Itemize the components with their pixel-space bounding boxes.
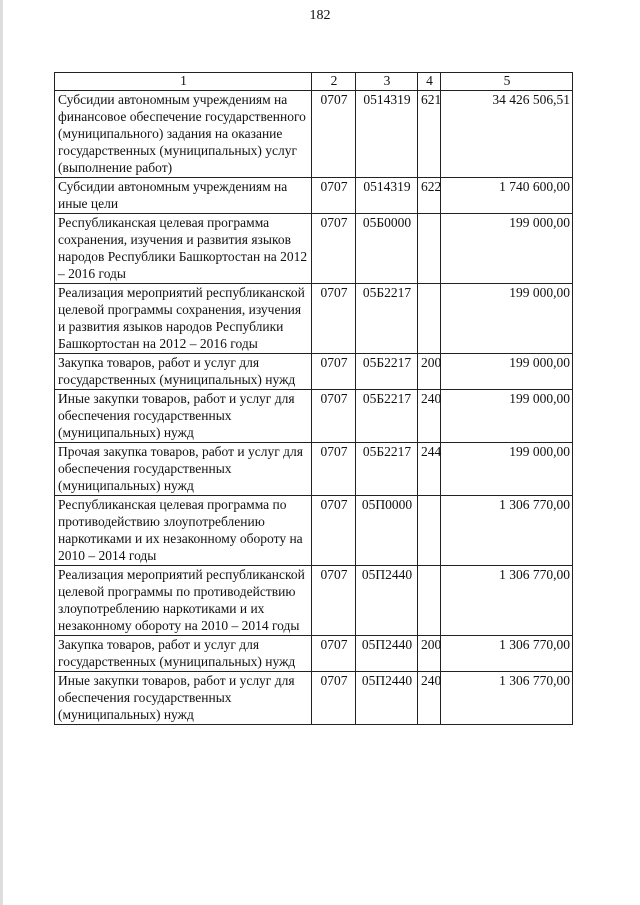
item-name: Закупка товаров, работ и услуг для государственных (муниципальных) нужд <box>55 354 312 390</box>
item-name: Прочая закупка товаров, работ и услуг для обеспечения государственных (муниципальных) нужд <box>55 443 312 496</box>
amount-value: 34 426 506,51 <box>441 91 573 178</box>
target-code: 0514319 <box>356 178 418 214</box>
expense-type-code: 240 <box>418 390 441 443</box>
header-col-4: 4 <box>418 73 441 91</box>
table-body <box>55 91 573 725</box>
item-name: Закупка товаров, работ и услуг для государственных (муниципальных) нужд <box>55 636 312 672</box>
section-code: 0707 <box>312 636 356 672</box>
section-code: 0707 <box>312 354 356 390</box>
section-code: 0707 <box>312 91 356 178</box>
section-code: 0707 <box>312 672 356 725</box>
target-code: 05П2440 <box>356 636 418 672</box>
item-name: Республиканская целевая программа по противодействию злоупотреблению наркотиками и их незаконному обороту на 2010 – 2014 годы <box>55 496 312 566</box>
table-row <box>55 443 573 496</box>
expense-type-code <box>418 284 441 354</box>
amount-value: 1 306 770,00 <box>441 672 573 725</box>
expense-type-code: 621 <box>418 91 441 178</box>
table-row <box>55 672 573 725</box>
table-row <box>55 91 573 178</box>
budget-table <box>54 72 573 725</box>
item-name: Реализация мероприятий республиканской целевой программы по противодействию злоупотреблению наркотиками и их незаконному обороту на 2010 – 2014 годы <box>55 566 312 636</box>
table-row <box>55 566 573 636</box>
table-row <box>55 214 573 284</box>
item-name: Реализация мероприятий республиканской целевой программы сохранения, изучения и развития языков народов Республики Башкортостан на 2012 – 2016 годы <box>55 284 312 354</box>
target-code: 0514319 <box>356 91 418 178</box>
amount-value: 199 000,00 <box>441 443 573 496</box>
table-row <box>55 636 573 672</box>
expense-type-code: 622 <box>418 178 441 214</box>
item-name: Республиканская целевая программа сохранения, изучения и развития языков народов Республики Башкортостан на 2012 – 2016 годы <box>55 214 312 284</box>
table-row <box>55 284 573 354</box>
table-row <box>55 178 573 214</box>
item-name: Субсидии автономным учреждениям на финансовое обеспечение государственного (муниципального) задания на оказание государственных (муниципальных) услуг (выполнение работ) <box>55 91 312 178</box>
section-code: 0707 <box>312 178 356 214</box>
expense-type-code <box>418 214 441 284</box>
table-row <box>55 496 573 566</box>
section-code: 0707 <box>312 566 356 636</box>
header-col-1: 1 <box>55 73 312 91</box>
amount-value: 199 000,00 <box>441 354 573 390</box>
item-name: Иные закупки товаров, работ и услуг для обеспечения государственных (муниципальных) нужд <box>55 672 312 725</box>
amount-value: 1 306 770,00 <box>441 636 573 672</box>
section-code: 0707 <box>312 214 356 284</box>
target-code: 05Б2217 <box>356 443 418 496</box>
expense-type-code: 200 <box>418 636 441 672</box>
header-row <box>55 73 573 91</box>
expense-type-code: 240 <box>418 672 441 725</box>
header-col-2: 2 <box>312 73 356 91</box>
amount-value: 1 306 770,00 <box>441 566 573 636</box>
header-col-5: 5 <box>441 73 573 91</box>
header-col-3: 3 <box>356 73 418 91</box>
target-code: 05П2440 <box>356 566 418 636</box>
expense-type-code <box>418 496 441 566</box>
section-code: 0707 <box>312 284 356 354</box>
target-code: 05П2440 <box>356 672 418 725</box>
page-edge <box>0 0 3 905</box>
target-code: 05Б0000 <box>356 214 418 284</box>
target-code: 05Б2217 <box>356 284 418 354</box>
target-code: 05Б2217 <box>356 354 418 390</box>
section-code: 0707 <box>312 443 356 496</box>
section-code: 0707 <box>312 390 356 443</box>
amount-value: 1 740 600,00 <box>441 178 573 214</box>
amount-value: 199 000,00 <box>441 390 573 443</box>
page-number: 182 <box>309 8 331 23</box>
item-name: Иные закупки товаров, работ и услуг для обеспечения государственных (муниципальных) нужд <box>55 390 312 443</box>
item-name: Субсидии автономным учреждениям на иные цели <box>55 178 312 214</box>
target-code: 05П0000 <box>356 496 418 566</box>
table-row <box>55 390 573 443</box>
expense-type-code: 200 <box>418 354 441 390</box>
amount-value: 199 000,00 <box>441 284 573 354</box>
target-code: 05Б2217 <box>356 390 418 443</box>
expense-type-code: 244 <box>418 443 441 496</box>
expense-type-code <box>418 566 441 636</box>
section-code: 0707 <box>312 496 356 566</box>
table-header <box>55 73 573 91</box>
table-row <box>55 354 573 390</box>
amount-value: 199 000,00 <box>441 214 573 284</box>
amount-value: 1 306 770,00 <box>441 496 573 566</box>
